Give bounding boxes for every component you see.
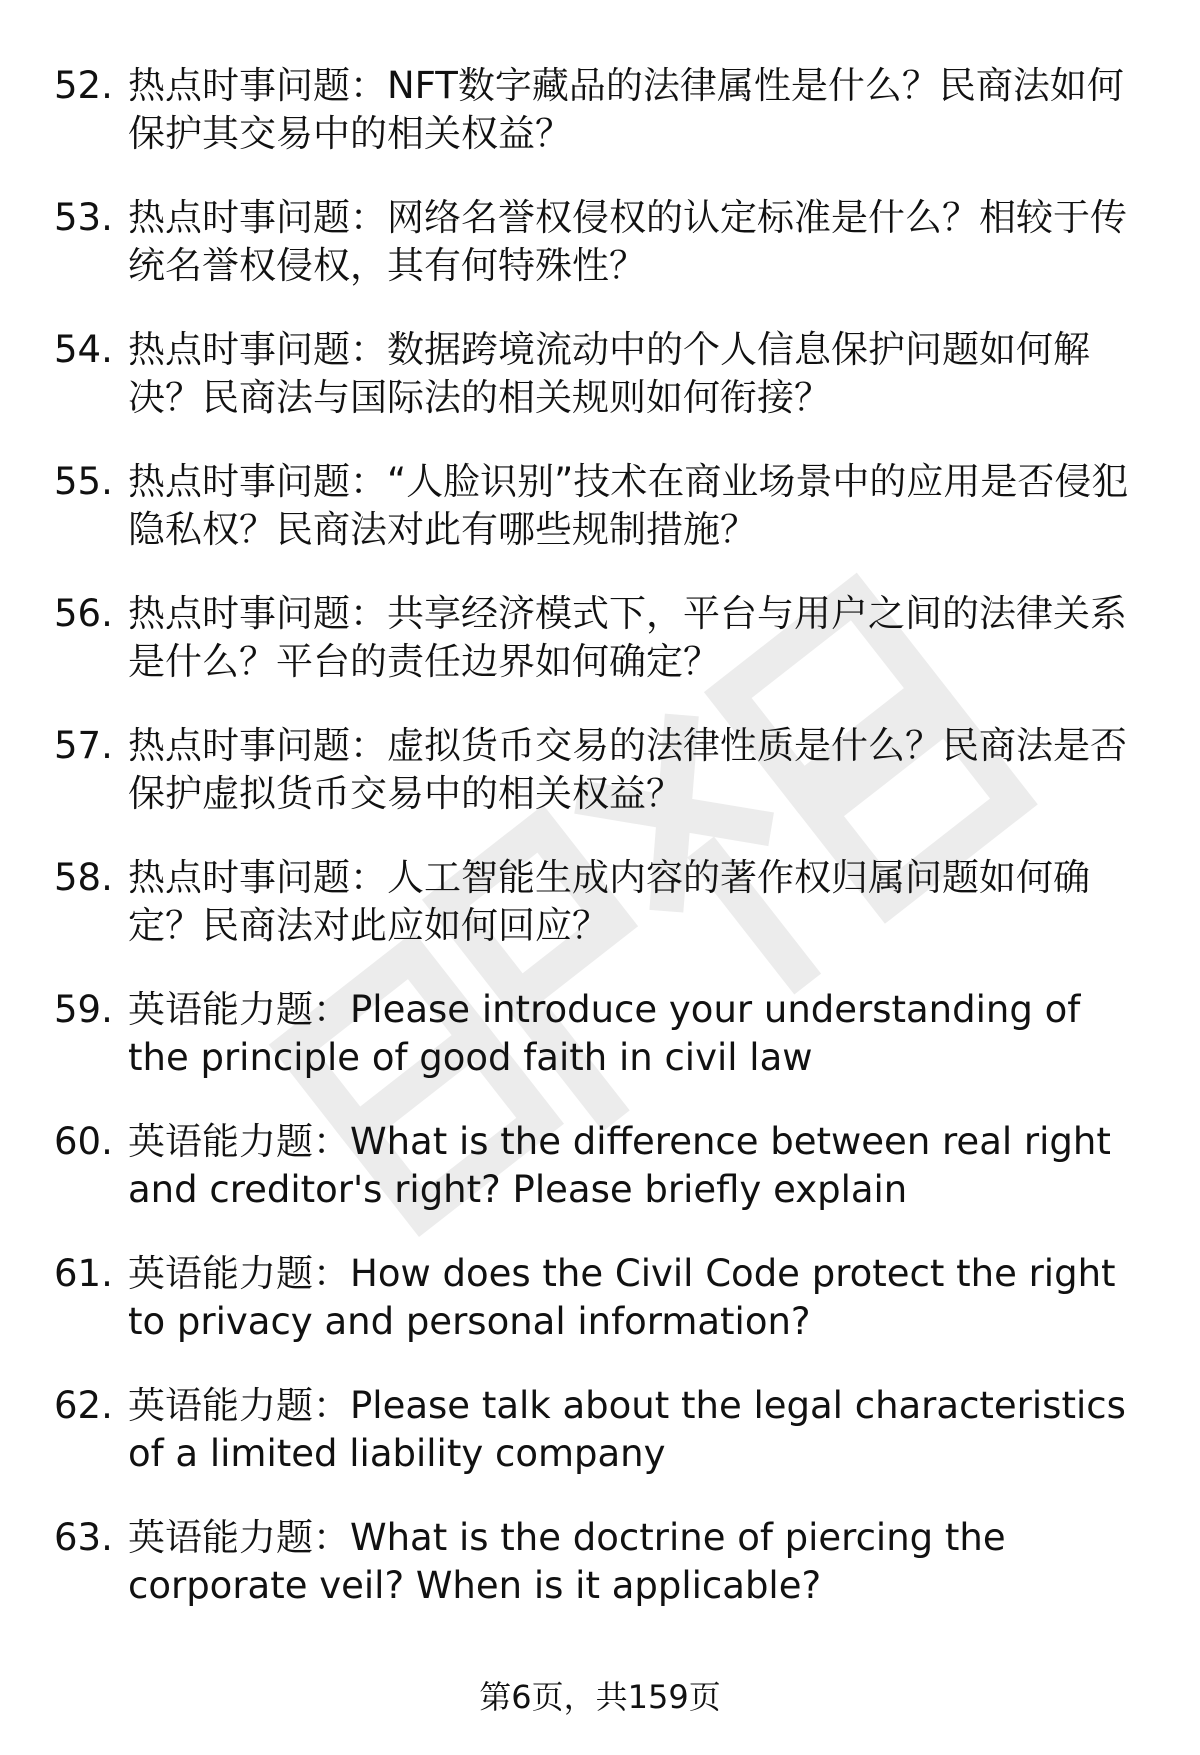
question-text: 英语能力题：Please talk about the legal characteristics of a limited liability company	[128, 1384, 1126, 1475]
list-item	[0, 194, 1200, 326]
question-list	[0, 62, 1200, 1646]
question-number: 60.	[54, 1120, 113, 1163]
question-number: 58.	[54, 856, 113, 899]
question-text: 热点时事问题：数据跨境流动中的个人信息保护问题如何解决？民商法与国际法的相关规则如何衔接？	[128, 328, 1090, 419]
question-text: 热点时事问题：“人脸识别”技术在商业场景中的应用是否侵犯隐私权？民商法对此有哪些规制措施？	[128, 460, 1129, 551]
list-item	[0, 1382, 1200, 1514]
question-text: 热点时事问题：人工智能生成内容的著作权归属问题如何确定？民商法对此应如何回应？	[128, 856, 1090, 947]
question-number: 57.	[54, 724, 113, 767]
list-item	[0, 590, 1200, 722]
list-item	[0, 854, 1200, 986]
question-number: 62.	[54, 1384, 113, 1427]
list-item	[0, 326, 1200, 458]
question-text: 英语能力题：Please introduce your understanding of the principle of good faith in civil law	[128, 988, 1081, 1079]
list-item	[0, 458, 1200, 590]
page-footer	[0, 1675, 1200, 1719]
question-number: 56.	[54, 592, 113, 635]
question-text: 热点时事问题：网络名誉权侵权的认定标准是什么？相较于传统名誉权侵权，其有何特殊性？	[128, 196, 1127, 287]
question-number: 63.	[54, 1516, 113, 1559]
page-indicator: 第6页，共159页	[479, 1678, 721, 1716]
question-number: 54.	[54, 328, 113, 371]
question-number: 52.	[54, 64, 113, 107]
list-item	[0, 62, 1200, 194]
question-number: 55.	[54, 460, 113, 503]
question-text: 热点时事问题：共享经济模式下，平台与用户之间的法律关系是什么？平台的责任边界如何确定？	[128, 592, 1127, 683]
question-text: 英语能力题：How does the Civil Code protect the right to privacy and personal information?	[128, 1252, 1116, 1343]
question-text: 热点时事问题：虚拟货币交易的法律性质是什么？民商法是否保护虚拟货币交易中的相关权益？	[128, 724, 1127, 815]
list-item	[0, 1514, 1200, 1646]
question-number: 61.	[54, 1252, 113, 1295]
list-item	[0, 722, 1200, 854]
question-number: 53.	[54, 196, 113, 239]
list-item	[0, 1118, 1200, 1250]
question-text: 英语能力题：What is the doctrine of piercing the corporate veil? When is it applicable?	[128, 1516, 1006, 1607]
list-item	[0, 986, 1200, 1118]
list-item	[0, 1250, 1200, 1382]
question-text: 英语能力题：What is the difference between real right and creditor's right? Please briefly explain	[128, 1120, 1111, 1211]
question-text: 热点时事问题：NFT数字藏品的法律属性是什么？民商法如何保护其交易中的相关权益？	[128, 64, 1124, 155]
question-number: 59.	[54, 988, 113, 1031]
